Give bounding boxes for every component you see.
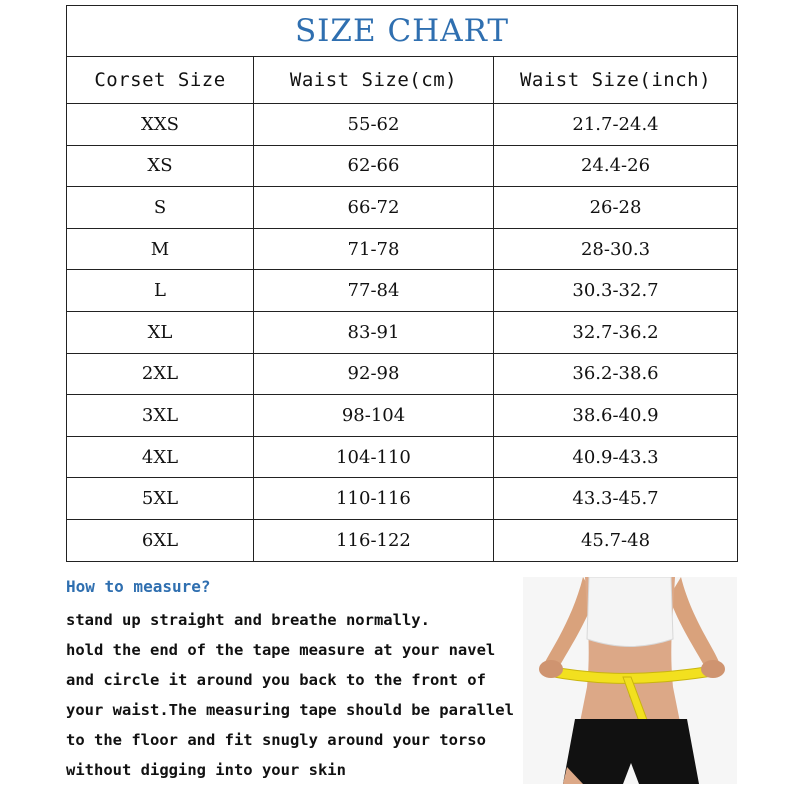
instruction-line: hold the end of the tape measure at your navel xyxy=(66,641,496,659)
cell-size: XS xyxy=(67,145,254,187)
cell-size: S xyxy=(67,187,254,229)
cell-cm: 116-122 xyxy=(254,519,494,561)
table-row xyxy=(67,519,738,561)
cell-inch: 40.9-43.3 xyxy=(494,436,738,478)
cell-size: L xyxy=(67,270,254,312)
measure-instructions xyxy=(66,605,516,785)
cell-inch: 43.3-45.7 xyxy=(494,478,738,520)
table-row xyxy=(67,187,738,229)
cell-size: 2XL xyxy=(67,353,254,395)
cell-cm: 104-110 xyxy=(254,436,494,478)
table-row xyxy=(67,436,738,478)
cell-cm: 71-78 xyxy=(254,228,494,270)
size-chart-table xyxy=(66,5,738,562)
instruction-line: and circle it around you back to the front of xyxy=(66,671,486,689)
cell-size: 3XL xyxy=(67,395,254,437)
table-row xyxy=(67,270,738,312)
cell-cm: 92-98 xyxy=(254,353,494,395)
cell-inch: 26-28 xyxy=(494,187,738,229)
cell-size: 6XL xyxy=(67,519,254,561)
how-to-measure-heading: How to measure? xyxy=(66,577,211,596)
cell-cm: 77-84 xyxy=(254,270,494,312)
table-row xyxy=(67,311,738,353)
chart-title: SIZE CHART xyxy=(67,6,738,57)
cell-size: XXS xyxy=(67,104,254,146)
table-row xyxy=(67,478,738,520)
cell-inch: 32.7-36.2 xyxy=(494,311,738,353)
cell-inch: 38.6-40.9 xyxy=(494,395,738,437)
cell-inch: 21.7-24.4 xyxy=(494,104,738,146)
cell-inch: 24.4-26 xyxy=(494,145,738,187)
instruction-line: without digging into your skin xyxy=(66,761,346,779)
instruction-line: to the floor and fit snugly around your torso xyxy=(66,731,486,749)
cell-cm: 62-66 xyxy=(254,145,494,187)
cell-inch: 30.3-32.7 xyxy=(494,270,738,312)
cell-cm: 55-62 xyxy=(254,104,494,146)
instruction-line: your waist.The measuring tape should be parallel xyxy=(66,701,514,719)
cell-inch: 36.2-38.6 xyxy=(494,353,738,395)
table-header-row xyxy=(67,57,738,104)
table-row xyxy=(67,104,738,146)
cell-cm: 110-116 xyxy=(254,478,494,520)
waist-measure-photo xyxy=(523,577,737,784)
cell-inch: 28-30.3 xyxy=(494,228,738,270)
cell-inch: 45.7-48 xyxy=(494,519,738,561)
cell-size: XL xyxy=(67,311,254,353)
cell-size: 4XL xyxy=(67,436,254,478)
instruction-line: stand up straight and breathe normally. xyxy=(66,611,430,629)
cell-cm: 98-104 xyxy=(254,395,494,437)
cell-size: M xyxy=(67,228,254,270)
header-waist-inch: Waist Size(inch) xyxy=(494,57,738,104)
header-corset-size: Corset Size xyxy=(67,57,254,104)
cell-cm: 66-72 xyxy=(254,187,494,229)
cell-size: 5XL xyxy=(67,478,254,520)
table-row xyxy=(67,395,738,437)
cell-cm: 83-91 xyxy=(254,311,494,353)
header-waist-cm: Waist Size(cm) xyxy=(254,57,494,104)
table-row xyxy=(67,353,738,395)
woman-measuring-waist-illustration xyxy=(523,577,737,784)
table-row xyxy=(67,145,738,187)
table-row xyxy=(67,228,738,270)
